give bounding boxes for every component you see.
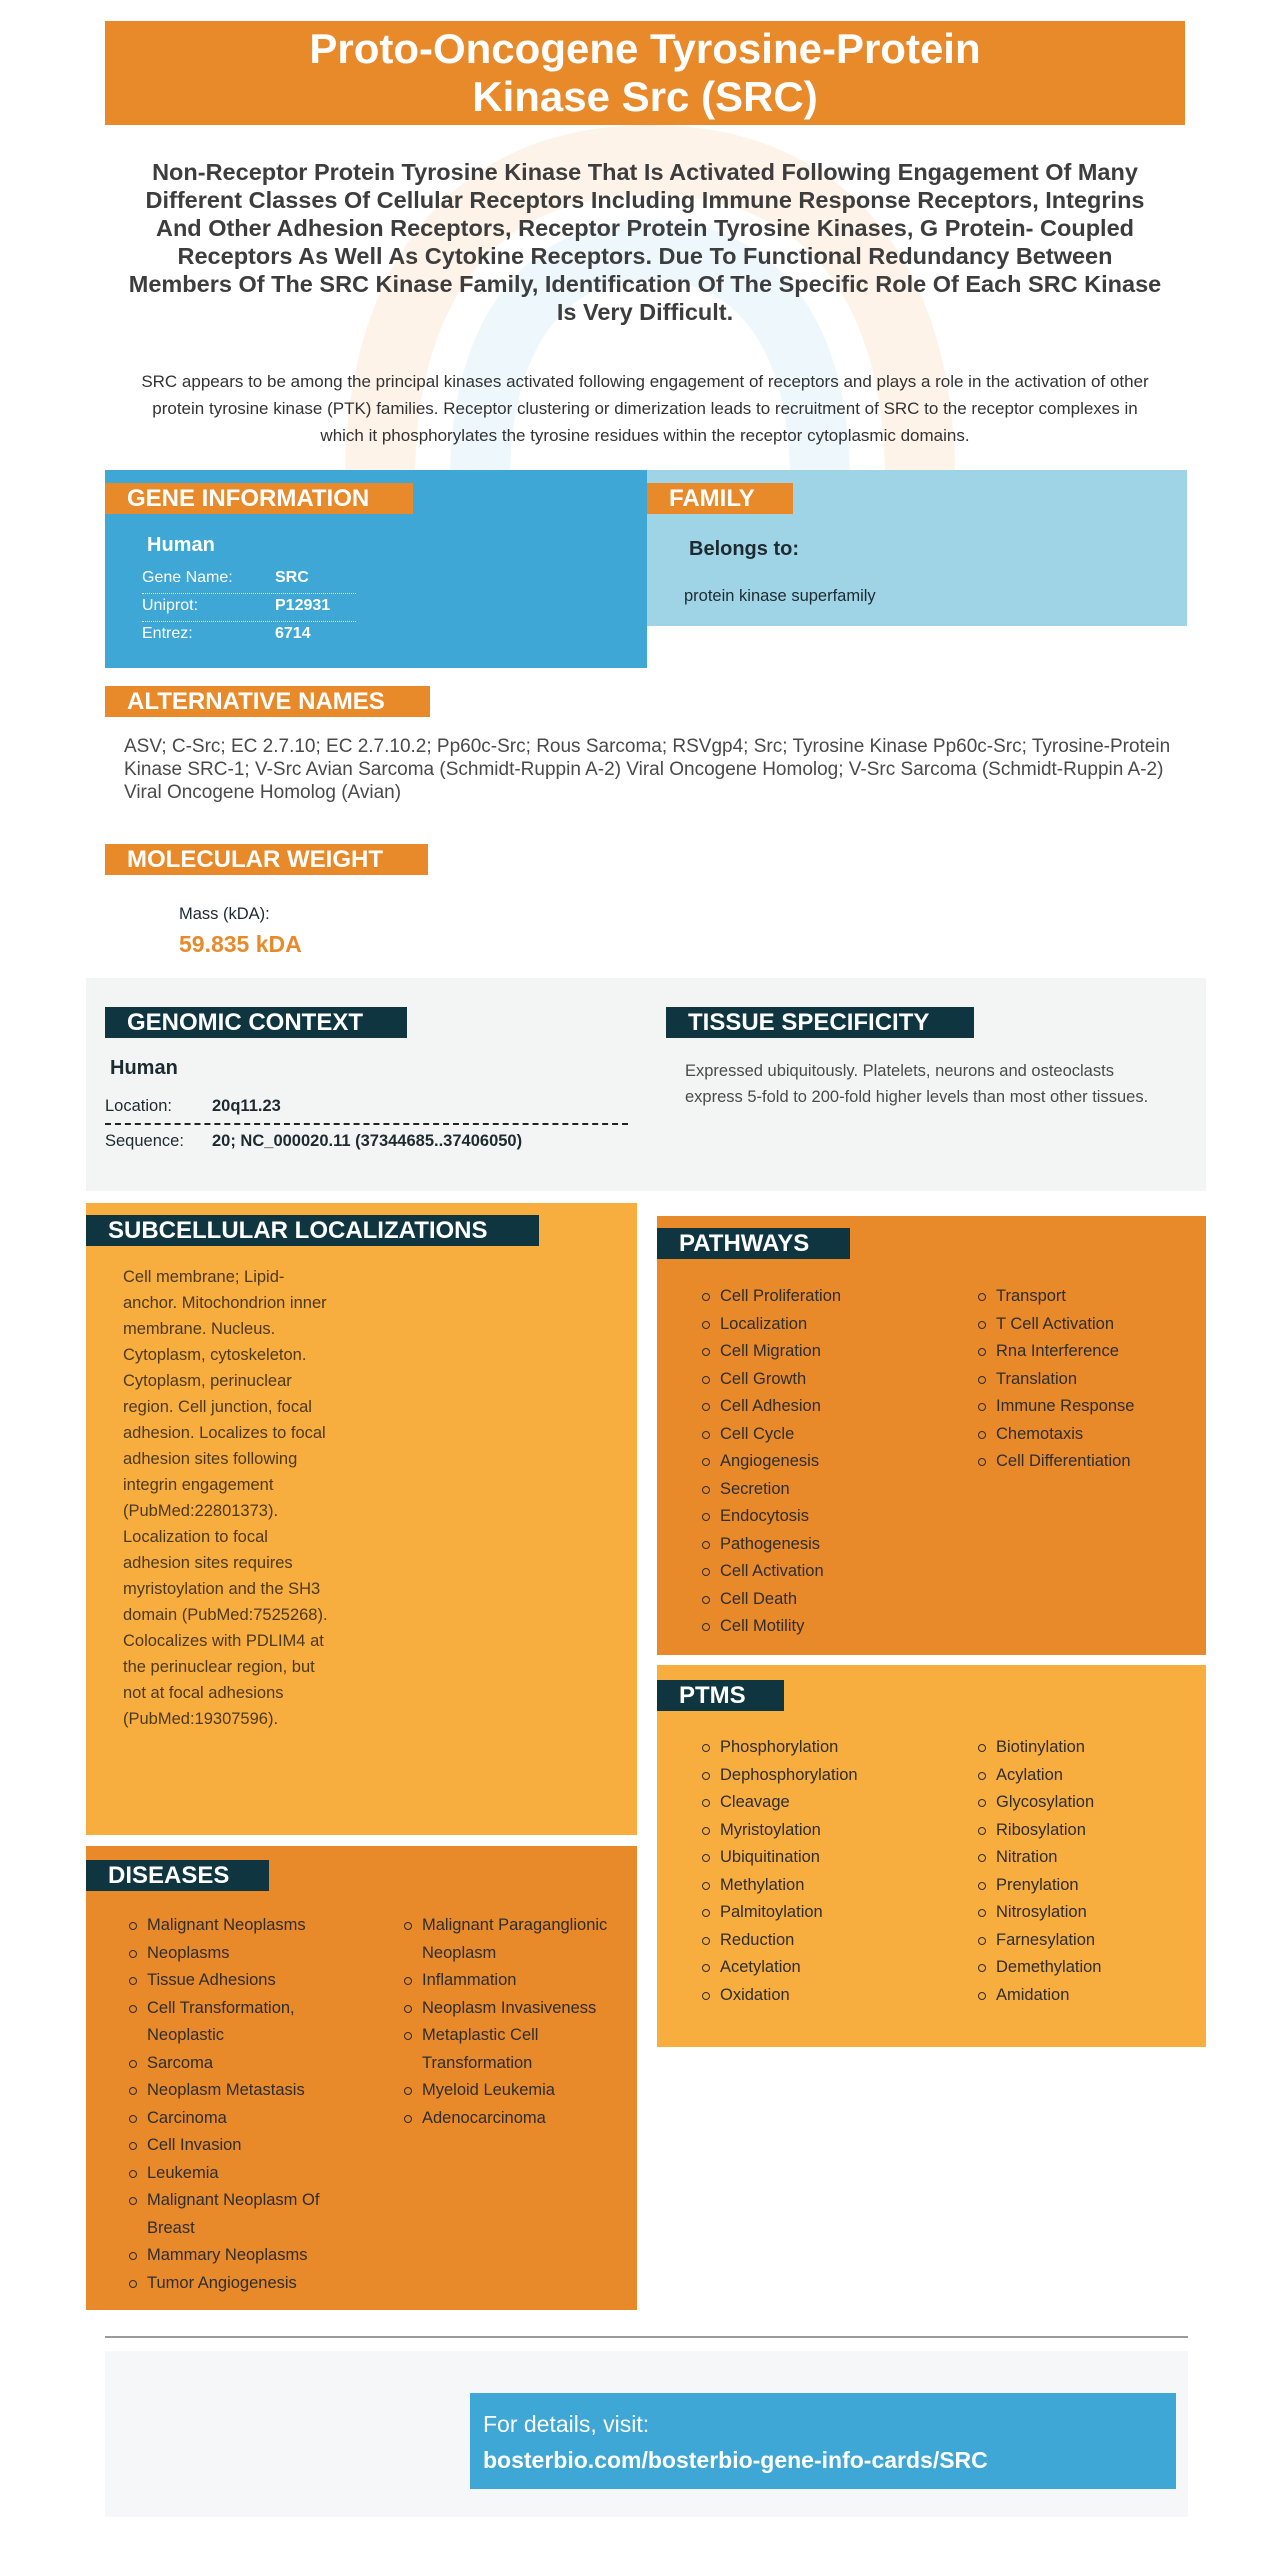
disease-item: Mammary Neoplasms xyxy=(127,2242,352,2270)
gene-info-row: Gene Name: SRC xyxy=(142,569,356,594)
disease-item: Neoplasm Invasiveness xyxy=(402,1995,627,2023)
pathway-item: Cell Motility xyxy=(700,1613,950,1641)
pathways-list-left xyxy=(700,1283,950,1641)
disease-item: Neoplasms xyxy=(127,1940,352,1968)
disease-item: Myeloid Leukemia xyxy=(402,2077,627,2105)
disease-item: Cell Invasion xyxy=(127,2132,352,2160)
family-heading: FAMILY xyxy=(647,483,793,514)
family-belongs-label: Belongs to: xyxy=(689,538,799,560)
pathway-item: Cell Activation xyxy=(700,1558,950,1586)
disease-item: Adenocarcinoma xyxy=(402,2105,627,2133)
diseases-heading: DISEASES xyxy=(86,1860,269,1891)
genomic-context-heading: GENOMIC CONTEXT xyxy=(105,1007,407,1038)
pathways-heading: PATHWAYS xyxy=(657,1228,850,1259)
gene-species: Human xyxy=(147,534,215,556)
disease-item: Sarcoma xyxy=(127,2050,352,2078)
ptm-item: Reduction xyxy=(700,1927,950,1955)
diseases-list-right xyxy=(402,1912,627,2132)
pathway-item: Endocytosis xyxy=(700,1503,950,1531)
pathway-item: Rna Interference xyxy=(976,1338,1196,1366)
genomic-sequence-row: Sequence: 20; NC_000020.11 (37344685..37406050) xyxy=(105,1132,523,1150)
disease-item: Tumor Angiogenesis xyxy=(127,2270,352,2298)
ptm-item: Biotinylation xyxy=(976,1734,1196,1762)
pathway-item: Chemotaxis xyxy=(976,1421,1196,1449)
disease-item: Inflammation xyxy=(402,1967,627,1995)
ptm-item: Nitrosylation xyxy=(976,1899,1196,1927)
ptm-item: Prenylation xyxy=(976,1872,1196,1900)
disease-item: Malignant Neoplasm Of Breast xyxy=(127,2187,352,2242)
gene-info-row: Entrez: 6714 xyxy=(142,625,311,642)
pathways-list-right xyxy=(976,1283,1196,1476)
ptm-item: Acylation xyxy=(976,1762,1196,1790)
diseases-list-left xyxy=(127,1912,352,2297)
page-title: Proto-Oncogene Tyrosine-Protein Kinase Src (SRC) xyxy=(105,21,1185,125)
pathway-item: Pathogenesis xyxy=(700,1531,950,1559)
ptms-list-left xyxy=(700,1734,950,2009)
gene-function-headline: Non-Receptor Protein Tyrosine Kinase That Is Activated Following Engagement Of Many Different Classes Of Cellular Receptors Including Immune Response Receptors, Integrins And Other Adhesion Receptors, Receptor Protein Tyrosine Kinases, G Protein- Coupled Receptors As Well As Cytokine Receptors. Due To Functional Redundancy Between Members Of The SRC Kinase Family, Identification Of The Specific Role Of Each SRC Kinase Is Very Difficult. xyxy=(128,159,1162,325)
pathway-item: Cell Migration xyxy=(700,1338,950,1366)
genomic-species: Human xyxy=(110,1057,178,1079)
ptm-item: Glycosylation xyxy=(976,1789,1196,1817)
pathway-item: Cell Growth xyxy=(700,1366,950,1394)
ptm-item: Amidation xyxy=(976,1982,1196,2010)
mass-label: Mass (kDA): xyxy=(179,905,270,923)
gene-summary: SRC appears to be among the principal kinases activated following engagement of receptors and plays a role in the activation of other protein tyrosine kinase (PTK) families. Receptor clustering or dimerization leads to recruitment of SRC to the receptor complexes in which it phosphorylates the tyrosine residues within the receptor cytoplasmic domains. xyxy=(141,372,1149,445)
disease-item: Carcinoma xyxy=(127,2105,352,2133)
pathway-item: Localization xyxy=(700,1311,950,1339)
details-link[interactable]: For details, visit: bosterbio.com/bosterbio-gene-info-cards/SRC xyxy=(470,2393,1176,2489)
ptm-item: Demethylation xyxy=(976,1954,1196,1982)
ptm-item: Acetylation xyxy=(700,1954,950,1982)
pathway-item: Cell Death xyxy=(700,1586,950,1614)
disease-item: Cell Transformation, Neoplastic xyxy=(127,1995,352,2050)
disease-item: Metaplastic Cell Transformation xyxy=(402,2022,627,2077)
ptms-heading: PTMS xyxy=(657,1680,784,1711)
subcellular-text: Cell membrane; Lipid-anchor. Mitochondrion inner membrane. Nucleus. Cytoplasm, cytoskeleton. Cytoplasm, perinuclear region. Cell junction, focal adhesion. Localizes to focal adhesion sites following integrin engagement (PubMed:22801373). Localization to focal adhesion sites requires myristoylation and the SH3 domain (PubMed:7525268). Colocalizes with PDLIM4 at the perinuclear region, but not at focal adhesions (PubMed:19307596). xyxy=(123,1268,328,1728)
pathway-item: Angiogenesis xyxy=(700,1448,950,1476)
pathway-item: Cell Differentiation xyxy=(976,1448,1196,1476)
ptm-item: Dephosphorylation xyxy=(700,1762,950,1790)
gene-info-row: Uniprot: P12931 xyxy=(142,597,356,622)
disease-item: Malignant Paraganglionic Neoplasm xyxy=(402,1912,627,1967)
ptm-item: Myristoylation xyxy=(700,1817,950,1845)
disease-item: Leukemia xyxy=(127,2160,352,2188)
ptm-item: Phosphorylation xyxy=(700,1734,950,1762)
tissue-specificity-heading: TISSUE SPECIFICITY xyxy=(666,1007,974,1038)
molecular-weight-heading: MOLECULAR WEIGHT xyxy=(105,844,428,875)
ptm-item: Palmitoylation xyxy=(700,1899,950,1927)
disease-item: Neoplasm Metastasis xyxy=(127,2077,352,2105)
ptm-item: Farnesylation xyxy=(976,1927,1196,1955)
pathway-item: Cell Adhesion xyxy=(700,1393,950,1421)
alternative-names-text: ASV; C-Src; EC 2.7.10; EC 2.7.10.2; Pp60c-Src; Rous Sarcoma; RSVgp4; Src; Tyrosine Kinase Pp60c-Src; Tyrosine-Protein Kinase SRC-1; V-Src Avian Sarcoma (Schmidt-Ruppin A-2) Viral Oncogene Homolog; V-Src Sarcoma (Schmidt-Ruppin A-2) Viral Oncogene Homolog (Avian) xyxy=(124,736,1171,803)
gene-information-heading: GENE INFORMATION xyxy=(105,483,413,514)
genomic-location-row: Location: 20q11.23 xyxy=(105,1093,628,1125)
ptm-item: Oxidation xyxy=(700,1982,950,2010)
disease-item: Tissue Adhesions xyxy=(127,1967,352,1995)
alternative-names-heading: ALTERNATIVE NAMES xyxy=(105,686,430,717)
ptm-item: Cleavage xyxy=(700,1789,950,1817)
family-value: protein kinase superfamily xyxy=(684,587,876,605)
pathway-item: Cell Proliferation xyxy=(700,1283,950,1311)
pathway-item: Cell Cycle xyxy=(700,1421,950,1449)
pathway-item: Immune Response xyxy=(976,1393,1196,1421)
ptms-list-right xyxy=(976,1734,1196,2009)
pathway-item: Secretion xyxy=(700,1476,950,1504)
ptm-item: Ubiquitination xyxy=(700,1844,950,1872)
pathway-item: Transport xyxy=(976,1283,1196,1311)
subcellular-heading: SUBCELLULAR LOCALIZATIONS xyxy=(86,1215,539,1246)
tissue-specificity-text: Expressed ubiquitously. Platelets, neurons and osteoclasts express 5-fold to 200-fold higher levels than most other tissues. xyxy=(685,1062,1149,1106)
footer-divider xyxy=(105,2336,1188,2338)
ptm-item: Nitration xyxy=(976,1844,1196,1872)
pathway-item: Translation xyxy=(976,1366,1196,1394)
ptm-item: Ribosylation xyxy=(976,1817,1196,1845)
pathway-item: T Cell Activation xyxy=(976,1311,1196,1339)
mass-value: 59.835 kDA xyxy=(179,931,302,957)
disease-item: Malignant Neoplasms xyxy=(127,1912,352,1940)
ptm-item: Methylation xyxy=(700,1872,950,1900)
